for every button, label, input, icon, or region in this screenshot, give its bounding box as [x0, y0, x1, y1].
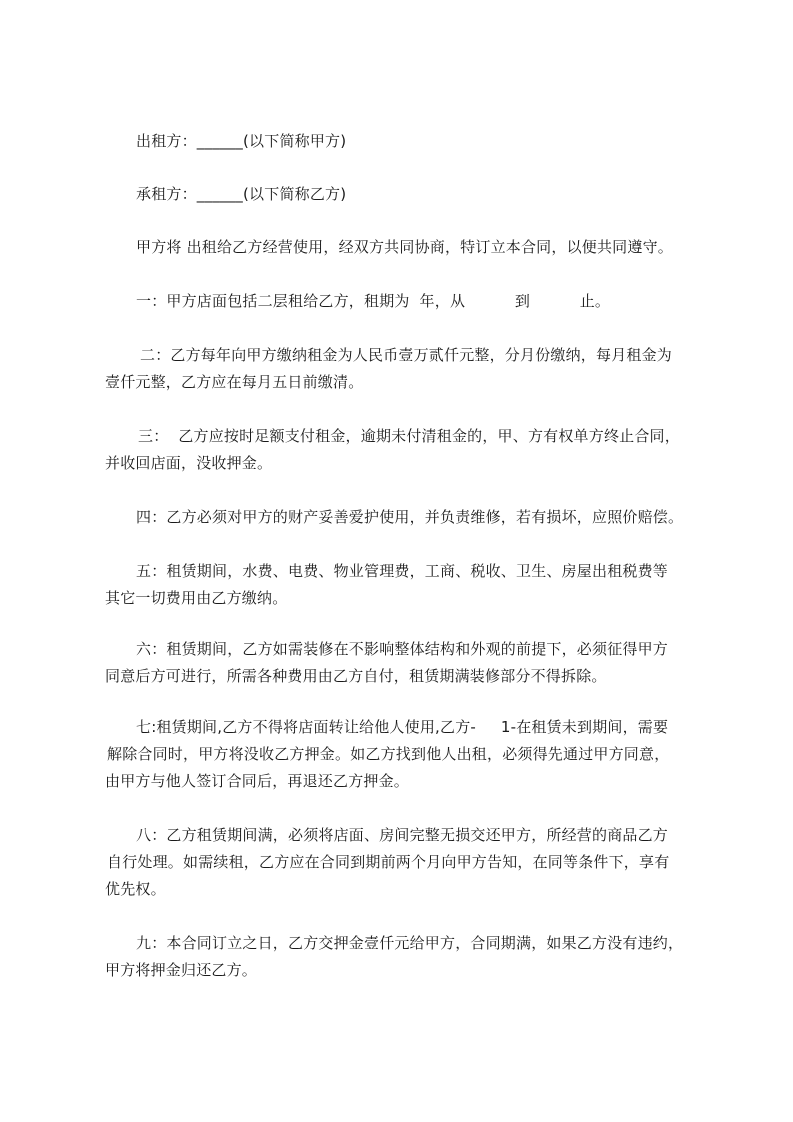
clause-4: 四：乙方必须对甲方的财产妥善爱护使用，并负责维修，若有损坏，应照价赔偿。 [136, 508, 684, 526]
clause-8-line-2: 自行处理。如需续租，乙方应在合同到期前两个月向甲方告知，在同等条件下，享有 [107, 853, 670, 871]
lessee-line: 承租方：______(以下简称乙方) [136, 185, 347, 203]
clause-6-line-2: 同意后方可进行，所需各种费用由乙方自付，租赁期满装修部分不得拆除。 [105, 667, 607, 685]
clause-8-line-1: 八：乙方租赁期间满，必须将店面、房间完整无损交还甲方，所经营的商品乙方 [136, 826, 669, 844]
clause-1: 一：甲方店面包括二层租给乙方，租期为 年，从 到 止。 [136, 292, 611, 310]
clause-5-line-2: 其它一切费用由乙方缴纳。 [105, 589, 288, 607]
clause-8-line-3: 优先权。 [105, 880, 166, 898]
clause-7-line-2: 解除合同时，甲方将没收乙方押金。如乙方找到他人出租，必须得先通过甲方同意， [107, 745, 670, 763]
intro-paragraph: 甲方将 出租给乙方经营使用，经双方共同协商，特订立本合同，以便共同遵守。 [136, 238, 673, 256]
clause-6-line-1: 六：租赁期间，乙方如需装修在不影响整体结构和外观的前提下，必须征得甲方 [136, 640, 669, 658]
clause-7-line-1: 七:租赁期间,乙方不得将店面转让给他人使用,乙方- 1-在租赁未到期间，需要 [136, 718, 669, 736]
lessor-line: 出租方：______(以下简称甲方) [136, 132, 347, 150]
clause-3-line-2: 并收回店面，没收押金。 [105, 454, 273, 472]
clause-9-line-2: 甲方将押金归还乙方。 [105, 961, 258, 979]
clause-3-line-1: 三： 乙方应按时足额支付租金，逾期未付清租金的，甲、方有权单方终止合同， [138, 427, 680, 445]
clause-7-line-3: 由甲方与他人签订合同后，再退还乙方押金。 [105, 772, 410, 790]
clause-2-line-1: 二：乙方每年向甲方缴纳租金为人民币壹万贰仟元整，分月份缴纳，每月租金为 [140, 346, 673, 364]
clause-9-line-1: 九：本合同订立之日，乙方交押金壹仟元给甲方，合同期满，如果乙方没有违约， [136, 934, 684, 952]
clause-5-line-1: 五：租赁期间，水费、电费、物业管理费，工商、税收、卫生、房屋出租税费等 [136, 562, 669, 580]
clause-2-line-2: 壹仟元整，乙方应在每月五日前缴清。 [105, 373, 364, 391]
